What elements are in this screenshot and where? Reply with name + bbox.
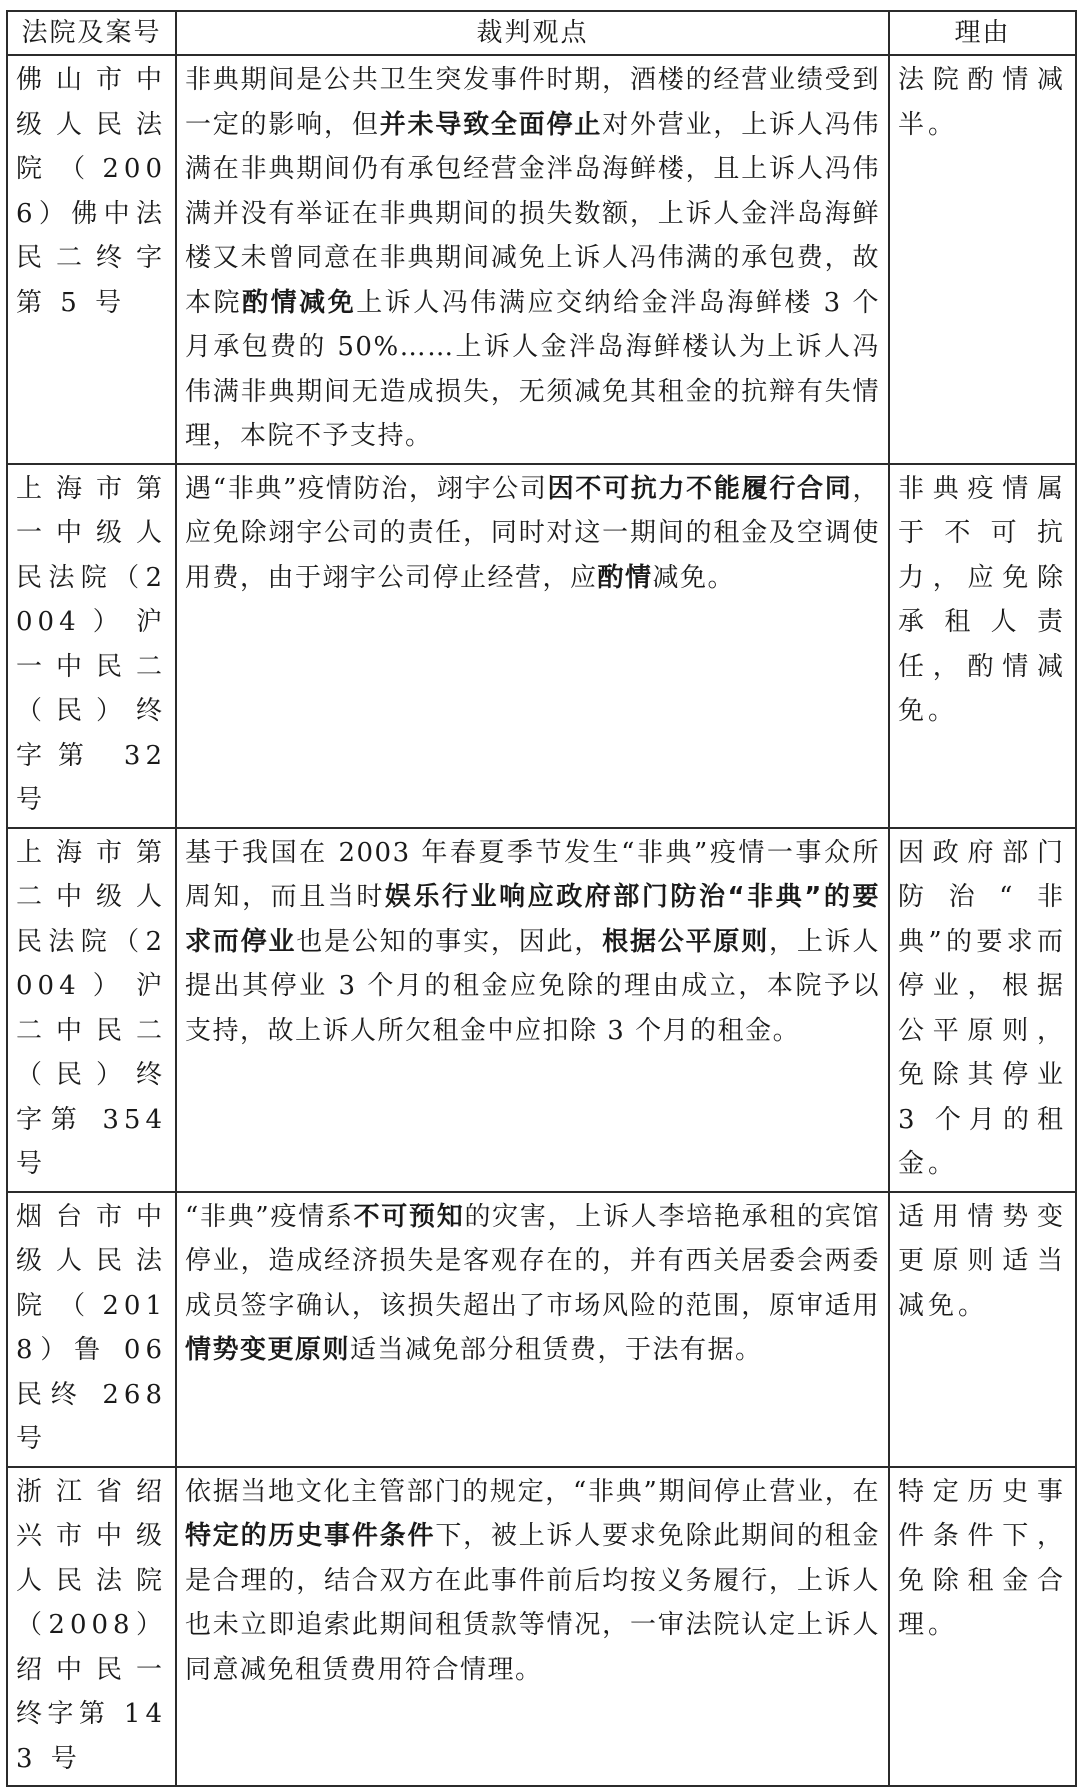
- table-header-row: [7, 11, 1076, 55]
- reason-cell: 非典疫情属于不可抗力，应免除承租人责任，酌情减免。: [889, 464, 1076, 828]
- table-row: [7, 1467, 1076, 1787]
- opinion-cell: [176, 55, 889, 464]
- court-cases-table: [6, 10, 1077, 1787]
- opinion-cell: [176, 1192, 889, 1467]
- reason-cell: 因政府部门防治“非典”的要求而停业，根据公平原则，免除其停业 3 个月的租金。: [889, 828, 1076, 1192]
- reason-cell: 特定历史事件条件下，免除租金合理。: [889, 1467, 1076, 1787]
- reason-cell: 适用情势变更原则适当减免。: [889, 1192, 1076, 1467]
- table-row: [7, 1192, 1076, 1467]
- opinion-text: 也是公知的事实，因此，: [296, 926, 603, 957]
- opinion-text: 非典期间是公共卫生突发事件时期，酒楼的经营业绩受到一定的影响，但: [185, 65, 880, 140]
- header-court: 法院及案号: [7, 11, 176, 55]
- opinion-emphasis: 并未导致全面停止: [379, 109, 603, 140]
- court-cell: 上海市第一中级人民法院（2004）沪一中民二（民）终字第 32 号: [7, 464, 176, 828]
- reason-cell: 法院酌情减半。: [889, 55, 1076, 464]
- opinion-cell: [176, 464, 889, 828]
- opinion-text: 下，被上诉人要求免除此期间的租金是合理的，结合双方在此事件前后均按义务履行，上诉人也未立即追索此期间租赁款等情况，一审法院认定上诉人同意减免租赁费用符合情理。: [185, 1521, 880, 1685]
- opinion-emphasis: 酌情减免: [242, 287, 357, 318]
- opinion-emphasis: 特定的历史事件条件: [185, 1521, 436, 1551]
- opinion-text: 减免。: [652, 562, 736, 593]
- table-row: [7, 464, 1076, 828]
- table-row: [7, 828, 1076, 1192]
- court-cell: 上海市第二中级人民法院（2004）沪二中民二（民）终字第 354 号: [7, 828, 176, 1192]
- opinion-emphasis: 情势变更原则: [185, 1335, 351, 1365]
- opinion-text: ，上诉人提出其停业 3 个月的租金应免除的理由成立，本院予以支持，故上诉人所欠租金中应扣除 3 个月的租金。: [185, 926, 880, 1046]
- opinion-text: 依据当地文化主管部门的规定，“非典”期间停止营业，在: [185, 1476, 880, 1507]
- opinion-emphasis: 娱乐行业响应政府部门防治“非典”的要求而停业: [185, 882, 880, 957]
- opinion-cell: [176, 828, 889, 1192]
- opinion-text: 的灾害，上诉人李培艳承租的宾馆停业，造成经济损失是客观存在的，并有西关居委会两委成员签字确认，该损失超出了市场风险的范围，原审适用: [185, 1201, 880, 1321]
- opinion-text: 遇“非典”疫情防治，翊宇公司: [185, 473, 548, 504]
- court-cell: 浙江省绍兴市中级人民法院（2008）绍中民一终字第 143 号: [7, 1467, 176, 1787]
- opinion-text: 基于我国在 2003 年春夏季节发生“非典”疫情一事众所周知，而且当时: [185, 837, 880, 912]
- opinion-cell: [176, 1467, 889, 1787]
- opinion-text: 适当减免部分租赁费，于法有据。: [350, 1335, 763, 1365]
- header-opinion: 裁判观点: [176, 11, 889, 55]
- opinion-emphasis: 根据公平原则: [602, 926, 770, 957]
- court-cell: 佛山市中级人民法院（2006）佛中法民二终字第 5 号: [7, 55, 176, 464]
- opinion-emphasis: 不可预知: [353, 1201, 465, 1232]
- header-reason: 理由: [889, 11, 1076, 55]
- opinion-text: 对外营业，上诉人冯伟满在非典期间仍有承包经营金泮岛海鲜楼，且上诉人冯伟满并没有举证在非典期间的损失数额，上诉人金泮岛海鲜楼又未曾同意在非典期间减免上诉人冯伟满的承包费，故本院: [185, 109, 880, 318]
- opinion-text: “非典”疫情系: [185, 1201, 354, 1232]
- opinion-text: ，应免除翊宇公司的责任，同时对这一期间的租金及空调使用费，由于翊宇公司停止经营，应: [185, 473, 880, 593]
- opinion-text: 上诉人冯伟满应交纳给金泮岛海鲜楼 3 个月承包费的 50%……上诉人金泮岛海鲜楼认为上诉人冯伟满非典期间无造成损失，无须减免其租金的抗辩有失情理，本院不予支持。: [185, 287, 880, 451]
- court-cell: 烟台市中级人民法院（2018）鲁 06 民终 268 号: [7, 1192, 176, 1467]
- opinion-emphasis: 酌情: [597, 562, 653, 593]
- opinion-emphasis: 因不可抗力不能履行合同: [547, 473, 853, 504]
- table-row: [7, 55, 1076, 464]
